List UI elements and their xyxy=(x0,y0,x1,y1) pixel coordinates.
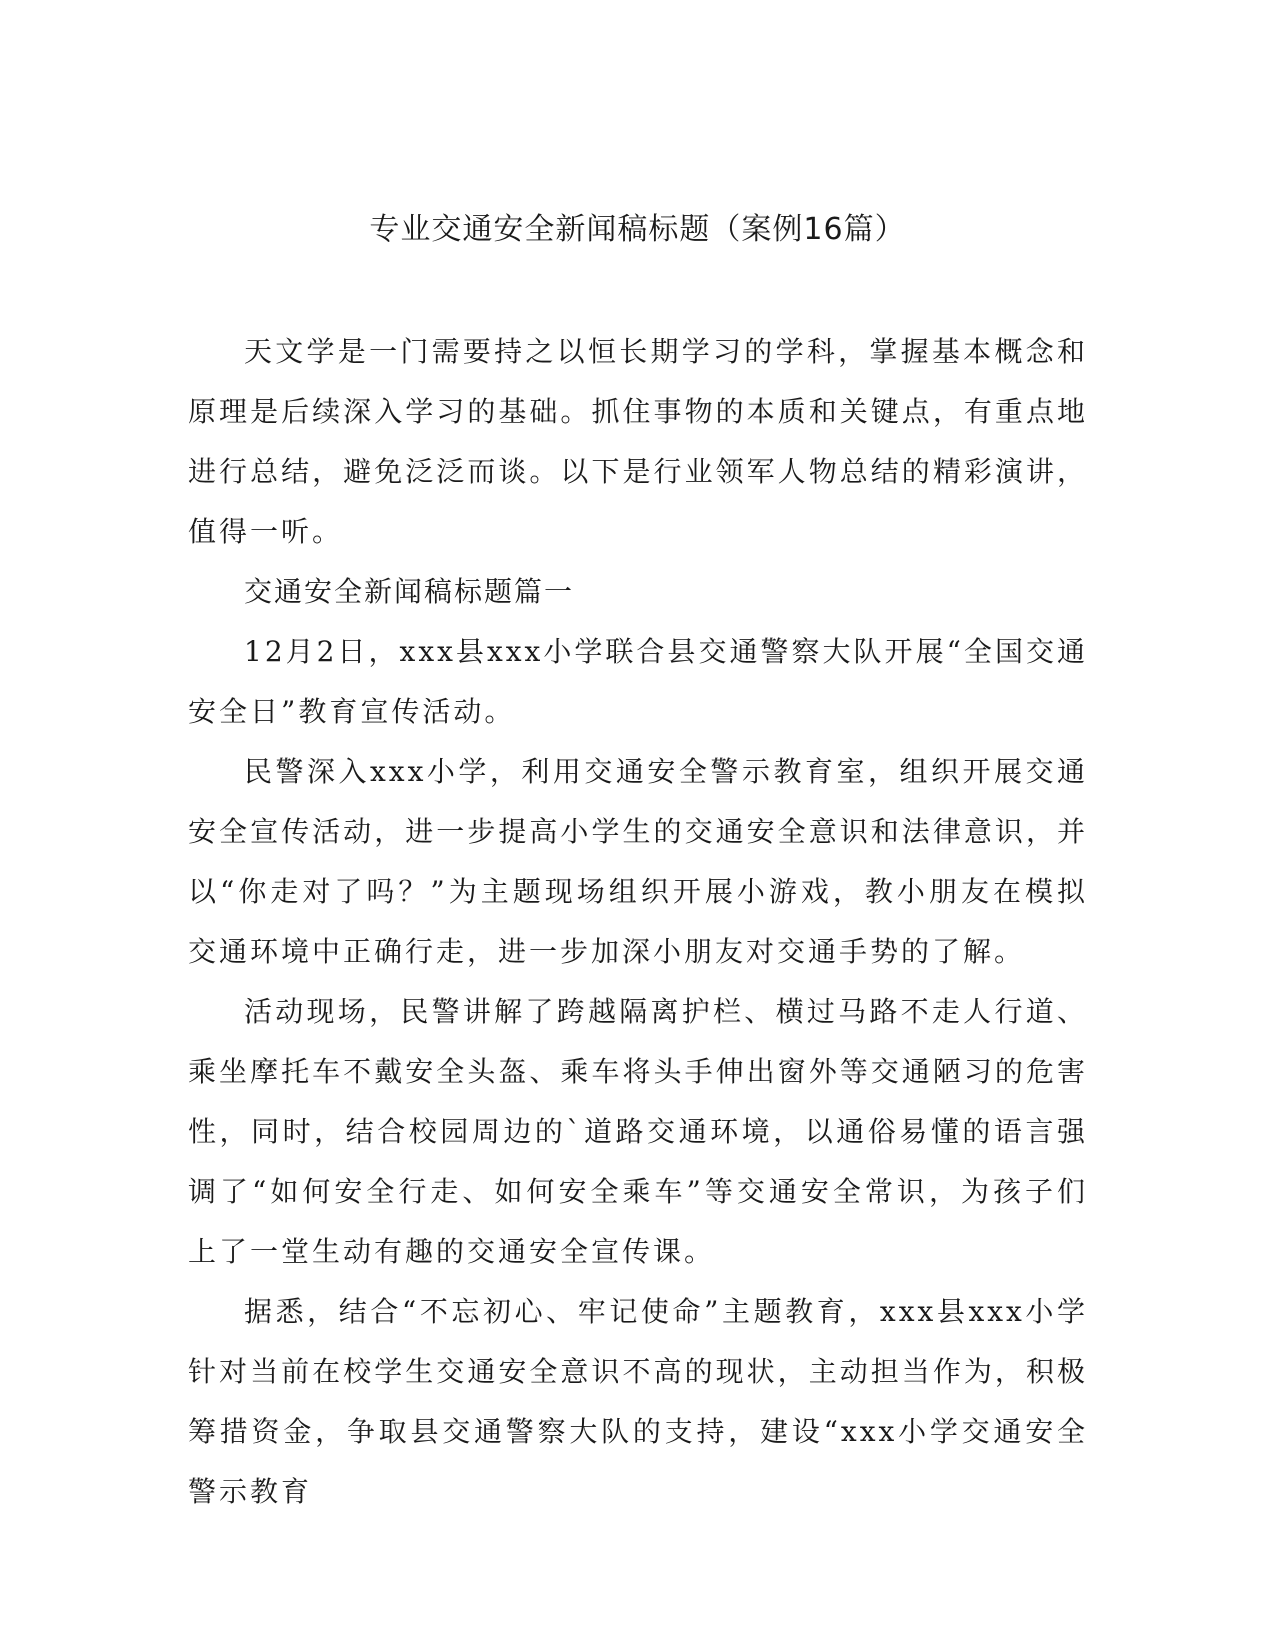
document-body xyxy=(188,322,1088,1522)
section-heading: 交通安全新闻稿标题篇一 xyxy=(244,575,575,608)
body-paragraph: 民警深入xxx小学，利用交通安全警示教育室，组织开展交通安全宣传活动，进一步提高小学生的交通安全意识和法律意识，并以“你走对了吗？”为主题现场组织开展小游戏，教小朋友在模拟交通环境中正确行走，进一步加深小朋友对交通手势的了解。 xyxy=(188,755,1088,968)
body-paragraph: 12月2日，xxx县xxx小学联合县交通警察大队开展“全国交通安全日”教育宣传活动。 xyxy=(188,635,1088,728)
intro-paragraph: 天文学是一门需要持之以恒长期学习的学科，掌握基本概念和原理是后续深入学习的基础。抓住事物的本质和关键点，有重点地进行总结，避免泛泛而谈。以下是行业领军人物总结的精彩演讲，值得一听。 xyxy=(188,335,1088,548)
body-paragraph: 活动现场，民警讲解了跨越隔离护栏、横过马路不走人行道、乘坐摩托车不戴安全头盔、乘车将头手伸出窗外等交通陋习的危害性，同时，结合校园周边的`道路交通环境，以通俗易懂的语言强调了“如何安全行走、如何安全乘车”等交通安全常识，为孩子们上了一堂生动有趣的交通安全宣传课。 xyxy=(188,995,1088,1268)
body-paragraph: 据悉，结合“不忘初心、牢记使命”主题教育，xxx县xxx小学针对当前在校学生交通安全意识不高的现状，主动担当作为，积极筹措资金，争取县交通警察大队的支持，建设“xxx小学交通安全警示教育 xyxy=(188,1295,1088,1508)
document-title: 专业交通安全新闻稿标题（案例16篇） xyxy=(369,212,906,247)
